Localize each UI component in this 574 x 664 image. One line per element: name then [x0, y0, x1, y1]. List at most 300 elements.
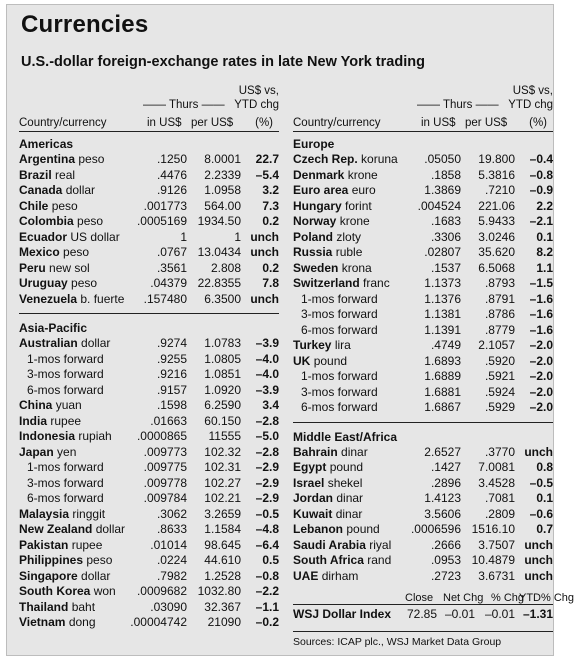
currency-name: krone — [339, 214, 370, 228]
ytd-change: –0.4 — [529, 152, 553, 166]
rate-in-us: .009775 — [143, 460, 187, 474]
rate-per-us: 60.150 — [204, 413, 241, 428]
currency-name: krone — [347, 167, 378, 182]
rate-per-us: .5920 — [484, 353, 515, 368]
rate-in-us: .009773 — [143, 444, 187, 459]
wsj-header-ytd: YTD% Chg — [519, 592, 574, 604]
ytd-change: 0.5 — [262, 553, 279, 567]
country-currency — [19, 292, 124, 308]
table-row — [19, 230, 279, 246]
rate-per-us: 6.2590 — [204, 398, 241, 412]
country-currency — [27, 476, 104, 492]
country-name: Australian — [19, 336, 78, 350]
page-title: Currencies — [21, 11, 149, 38]
country-name: Venezuela — [19, 291, 78, 306]
ytd-change: –2.8 — [255, 413, 279, 428]
page-subtitle: U.S.-dollar foreign-exchange rates in late New York trading — [21, 54, 425, 70]
ytd-change: unch — [524, 444, 553, 459]
table-row — [293, 338, 553, 354]
table-row — [293, 354, 553, 370]
country-name: Israel — [293, 475, 325, 490]
currency-name: baht — [71, 599, 96, 614]
ytd-change: unch — [524, 568, 553, 583]
country-currency — [19, 230, 120, 246]
rate-in-us: .004524 — [417, 198, 461, 213]
wsj-header-close: Close — [405, 592, 434, 604]
rate-per-us: 1516.10 — [471, 522, 515, 536]
currency-name: peso — [78, 152, 105, 166]
rate-in-us: 1.3869 — [424, 183, 461, 197]
country-name: UK — [293, 353, 311, 368]
ytd-change: 0.2 — [262, 214, 279, 228]
ytd-change: –4.0 — [255, 351, 279, 366]
country-currency — [19, 522, 125, 538]
currency-name: 3-mos forward — [301, 384, 378, 399]
country-name: Czech Rep. — [293, 152, 358, 166]
rate-in-us: .2723 — [430, 568, 461, 583]
country-currency — [293, 354, 347, 370]
country-currency — [301, 400, 378, 416]
rate-per-us: 8.0001 — [204, 152, 241, 166]
table-row — [19, 245, 279, 261]
rate-in-us: 1.1381 — [424, 307, 461, 321]
country-name: New Zealand — [19, 522, 93, 536]
country-currency — [293, 261, 372, 277]
region-heading: Asia-Pacific — [19, 321, 88, 335]
region-heading: Middle East/Africa — [293, 429, 398, 444]
rate-in-us: .04379 — [150, 276, 187, 290]
country-name: Ecuador — [19, 229, 68, 244]
currency-name: peso — [71, 276, 98, 290]
country-currency — [293, 230, 361, 246]
country-currency — [19, 152, 104, 168]
rate-per-us: .8779 — [484, 322, 515, 337]
left-table-body — [19, 132, 279, 631]
country-name: Chile — [19, 198, 49, 213]
rate-per-us: 2.1057 — [478, 338, 515, 352]
ytd-change: 3.2 — [262, 183, 279, 197]
rate-per-us: 1.2528 — [204, 568, 241, 583]
table-row — [293, 553, 553, 569]
ytd-change: –1.6 — [529, 322, 553, 337]
currency-name: dollar — [65, 183, 96, 197]
country-name: Hungary — [293, 198, 342, 213]
country-name: Pakistan — [19, 537, 69, 552]
country-currency — [19, 553, 112, 569]
rate-in-us: .3306 — [430, 229, 461, 244]
table-row — [293, 152, 553, 168]
country-currency — [27, 352, 104, 368]
table-row — [19, 615, 279, 631]
header-in-us: in US$ — [421, 117, 456, 129]
rate-in-us: 1.6889 — [424, 369, 461, 383]
currency-name: euro — [351, 183, 376, 197]
currency-name: lira — [334, 338, 351, 352]
table-row — [293, 214, 553, 230]
rate-in-us: .157480 — [143, 291, 187, 306]
currency-name: yen — [57, 444, 77, 459]
currency-name: rupiah — [78, 429, 112, 443]
ytd-change: –5.0 — [255, 429, 279, 443]
header-thurs: —— Thurs —— — [417, 99, 499, 111]
ytd-change: –0.2 — [255, 615, 279, 629]
rate-in-us: 1.6867 — [424, 400, 461, 414]
rate-per-us: .2809 — [484, 506, 515, 521]
currency-name: peso — [63, 245, 90, 259]
right-column — [293, 85, 574, 648]
currency-name: shekel — [327, 475, 363, 490]
rate-in-us: .001773 — [143, 198, 187, 213]
rate-in-us: .1683 — [430, 214, 461, 228]
table-row — [293, 292, 553, 308]
rate-per-us: 35.620 — [478, 245, 515, 259]
rate-per-us: 98.645 — [204, 537, 241, 552]
country-currency — [19, 336, 110, 352]
wsj-index-ytd: –1.31 — [522, 607, 553, 621]
rate-in-us: .9216 — [156, 367, 187, 381]
rate-in-us: .03090 — [150, 599, 187, 614]
rate-per-us: 11555 — [208, 429, 241, 443]
ytd-change: –2.9 — [255, 491, 279, 505]
country-name: Malaysia — [19, 506, 70, 521]
country-name: Brazil — [19, 167, 52, 182]
rate-per-us: 3.6731 — [478, 568, 515, 583]
country-currency — [19, 445, 76, 461]
ytd-change: –0.5 — [255, 506, 279, 521]
country-name: Lebanon — [293, 522, 343, 536]
ytd-change: 0.8 — [536, 460, 553, 474]
ytd-change: 0.2 — [262, 260, 279, 275]
currency-name: pound — [313, 353, 348, 368]
ytd-change: 2.2 — [536, 198, 553, 213]
currency-name: dinar — [341, 444, 368, 459]
currency-name: 1-mos forward — [301, 291, 378, 306]
table-row — [293, 400, 553, 416]
rate-per-us: 22.8355 — [197, 276, 241, 290]
rate-per-us: .7210 — [484, 183, 515, 197]
region-divider — [19, 313, 279, 314]
table-row — [19, 584, 279, 600]
country-currency — [19, 429, 112, 445]
region-heading: Europe — [293, 137, 335, 151]
currency-name: dirham — [321, 568, 359, 583]
rate-per-us: 1.0783 — [204, 336, 241, 350]
country-currency — [293, 338, 351, 354]
currency-name: dong — [68, 615, 96, 629]
table-row — [293, 385, 553, 401]
rate-per-us: 2.2339 — [204, 167, 241, 182]
header-ytd-line1: US$ vs, — [238, 85, 279, 97]
header-ytd-line3: (%) — [529, 117, 547, 129]
currency-name: 6-mos forward — [301, 400, 378, 414]
header-ytd-line2: YTD chg — [508, 99, 553, 111]
country-currency — [293, 522, 380, 538]
table-row — [293, 369, 553, 385]
table-row — [293, 307, 553, 323]
table-row — [19, 214, 279, 230]
currency-name: 6-mos forward — [27, 382, 104, 397]
ytd-change: –2.0 — [529, 338, 553, 352]
country-currency — [19, 538, 102, 554]
rate-per-us: 3.7507 — [478, 537, 515, 552]
country-currency — [293, 491, 363, 507]
table-row — [293, 323, 553, 339]
rate-in-us: .0000865 — [136, 429, 187, 443]
currency-name: 6-mos forward — [27, 491, 104, 505]
ytd-change: –0.8 — [255, 568, 279, 583]
country-currency — [27, 460, 104, 476]
country-name: Sweden — [293, 260, 339, 275]
table-row — [19, 383, 279, 399]
currency-name: b. fuerte — [80, 291, 125, 306]
region-divider — [293, 422, 553, 423]
currency-name: US dollar — [70, 229, 120, 244]
table-row — [19, 569, 279, 585]
rate-per-us: 21090 — [207, 615, 241, 629]
rate-per-us: 10.4879 — [471, 553, 515, 567]
country-currency — [27, 491, 104, 507]
table-row — [19, 429, 279, 445]
table-row — [19, 261, 279, 277]
rate-in-us: .02807 — [424, 245, 461, 259]
country-currency — [301, 385, 378, 401]
ytd-change: 8.2 — [536, 245, 553, 259]
country-name: Switzerland — [293, 276, 360, 290]
currency-name: ruble — [335, 245, 363, 259]
rate-in-us: .1427 — [430, 460, 461, 474]
ytd-change: –2.2 — [255, 584, 279, 598]
rate-per-us: 7.0081 — [478, 460, 515, 474]
table-row — [293, 476, 553, 492]
rate-in-us: .3062 — [156, 506, 187, 521]
country-currency — [293, 569, 358, 585]
country-currency — [293, 245, 362, 261]
ytd-change: 0.7 — [536, 522, 553, 536]
country-name: UAE — [293, 568, 319, 583]
ytd-change: –5.4 — [255, 167, 279, 182]
currency-name: dollar — [95, 522, 126, 536]
rate-in-us: .0009682 — [136, 584, 187, 598]
country-currency — [293, 538, 391, 554]
country-name: Saudi Arabia — [293, 537, 366, 552]
rate-per-us: 1.0958 — [204, 183, 241, 197]
table-row — [293, 168, 553, 184]
rate-per-us: 3.0246 — [478, 229, 515, 244]
currency-name: rand — [367, 553, 392, 567]
table-row — [19, 199, 279, 215]
table-row — [293, 460, 553, 476]
currencies-panel — [6, 4, 574, 656]
ytd-change: –0.5 — [529, 475, 553, 490]
rate-in-us: .01663 — [150, 413, 187, 428]
ytd-change: –2.0 — [529, 400, 553, 414]
country-currency — [19, 168, 75, 184]
ytd-change: –1.5 — [529, 276, 553, 290]
country-name: Uruguay — [19, 276, 68, 290]
country-currency — [293, 214, 370, 230]
rate-per-us: 3.4528 — [478, 475, 515, 490]
table-row — [19, 352, 279, 368]
table-row — [293, 491, 553, 507]
country-currency — [27, 383, 104, 399]
header-ytd-line1: US$ vs, — [512, 85, 553, 97]
sources-note: Sources: ICAP plc., WSJ Market Data Group — [293, 631, 553, 648]
currency-name: 3-mos forward — [27, 475, 104, 490]
rate-per-us: 44.610 — [204, 553, 241, 567]
table-row — [293, 230, 553, 246]
rate-in-us: .3561 — [156, 260, 187, 275]
ytd-change: –0.9 — [529, 183, 553, 197]
table-row — [19, 522, 279, 538]
rate-in-us: .1858 — [430, 167, 461, 182]
ytd-change: –0.8 — [529, 167, 553, 182]
rate-in-us: .0953 — [430, 553, 461, 567]
table-row — [293, 183, 553, 199]
ytd-change: 1.1 — [536, 260, 553, 275]
table-row — [19, 152, 279, 168]
country-currency — [301, 323, 378, 339]
rate-in-us: .009778 — [143, 475, 187, 490]
currency-name: ringgit — [72, 506, 106, 521]
table-row — [19, 476, 279, 492]
country-currency — [19, 507, 105, 523]
currency-name: pound — [329, 460, 364, 474]
currency-name: rupee — [50, 413, 82, 428]
rate-per-us: 1934.50 — [197, 214, 241, 228]
country-name: Indonesia — [19, 429, 76, 443]
currency-name: dollar — [81, 336, 111, 350]
rate-in-us: .1537 — [430, 260, 461, 275]
ytd-change: 7.8 — [262, 276, 279, 290]
country-name: South Korea — [19, 584, 91, 598]
rate-per-us: 102.31 — [204, 460, 241, 474]
ytd-change: 0.1 — [536, 229, 553, 244]
rate-per-us: 1.0805 — [204, 351, 241, 366]
table-row — [293, 569, 553, 585]
currency-name: franc — [363, 276, 390, 290]
country-currency — [293, 152, 398, 168]
rate-per-us: .7081 — [484, 491, 515, 505]
rate-per-us: 1032.80 — [197, 584, 241, 598]
table-row — [19, 367, 279, 383]
ytd-change: –1.1 — [255, 599, 279, 614]
rate-in-us: .9274 — [156, 336, 187, 350]
currency-name: dollar — [81, 568, 111, 583]
rate-in-us: .4749 — [430, 338, 461, 352]
country-name: India — [19, 413, 48, 428]
country-name: Thailand — [19, 599, 69, 614]
wsj-index-header — [293, 588, 574, 604]
ytd-change: 0.1 — [536, 491, 553, 505]
currency-name: 3-mos forward — [27, 367, 104, 381]
ytd-change: 3.4 — [262, 398, 279, 412]
currency-name: real — [55, 167, 76, 182]
ytd-change: –2.0 — [529, 353, 553, 368]
rate-in-us: 1.6881 — [424, 384, 461, 399]
rate-per-us: 102.21 — [204, 491, 241, 505]
country-name: South Africa — [293, 553, 364, 567]
ytd-change: –2.0 — [529, 384, 553, 399]
country-currency — [301, 307, 378, 323]
country-currency — [19, 276, 97, 292]
table-row — [19, 538, 279, 554]
rate-in-us: 1.1391 — [424, 322, 461, 337]
table-row — [19, 600, 279, 616]
country-currency — [19, 615, 96, 631]
country-currency — [301, 292, 378, 308]
rate-in-us: .0224 — [156, 553, 187, 567]
rate-in-us: .01014 — [150, 537, 187, 552]
country-currency — [19, 214, 103, 230]
ytd-change: –4.8 — [255, 522, 279, 536]
header-thurs: —— Thurs —— — [143, 99, 225, 111]
country-currency — [293, 183, 376, 199]
currency-name: koruna — [361, 152, 398, 166]
country-currency — [293, 507, 362, 523]
table-row — [19, 445, 279, 461]
rate-in-us: .009784 — [143, 491, 187, 505]
rate-in-us: .9126 — [156, 183, 187, 197]
ytd-change: –2.8 — [255, 444, 279, 459]
country-currency — [293, 476, 362, 492]
header-ytd-line2: YTD chg — [234, 99, 279, 111]
rate-in-us: .00004742 — [130, 615, 187, 629]
table-row — [19, 168, 279, 184]
country-currency — [19, 199, 78, 215]
ytd-change: unch — [524, 553, 553, 567]
country-currency — [293, 460, 363, 476]
rate-in-us: .4476 — [156, 167, 187, 182]
ytd-change: –1.6 — [529, 291, 553, 306]
currency-name: rupee — [71, 537, 103, 552]
rate-per-us: 6.3500 — [204, 291, 241, 306]
ytd-change: unch — [524, 537, 553, 552]
country-currency — [293, 199, 372, 215]
rate-in-us: 1.1373 — [424, 276, 461, 290]
rate-per-us: .8793 — [484, 276, 515, 290]
wsj-index-close: 72.85 — [407, 607, 438, 621]
currency-name: peso — [86, 553, 113, 567]
country-name: Peru — [19, 260, 46, 275]
ytd-change: –2.9 — [255, 475, 279, 490]
country-currency — [293, 276, 390, 292]
country-name: China — [19, 398, 53, 412]
country-currency — [19, 261, 90, 277]
table-row — [19, 183, 279, 199]
currency-name: yuan — [55, 398, 82, 412]
ytd-change: –3.9 — [255, 382, 279, 397]
currency-name: 1-mos forward — [301, 369, 378, 383]
table-row — [19, 292, 279, 308]
rate-per-us: 221.06 — [478, 198, 515, 213]
rate-in-us: .2896 — [430, 475, 461, 490]
header-country: Country/currency — [19, 117, 107, 129]
rate-per-us: 1.0851 — [204, 367, 241, 381]
rate-per-us: 6.5068 — [478, 260, 515, 275]
currency-name: peso — [77, 214, 104, 228]
country-currency — [19, 183, 95, 199]
rate-per-us: 32.367 — [204, 599, 241, 614]
currency-name: won — [93, 584, 116, 598]
rate-per-us: .5921 — [484, 369, 515, 383]
header-per-us: per US$ — [191, 117, 234, 129]
wsj-index-label: WSJ Dollar Index — [293, 607, 392, 621]
country-currency — [301, 369, 378, 385]
ytd-change: –3.9 — [255, 336, 279, 350]
ytd-change: 22.7 — [255, 152, 279, 166]
table-row — [293, 276, 553, 292]
rate-per-us: .3770 — [484, 444, 515, 459]
